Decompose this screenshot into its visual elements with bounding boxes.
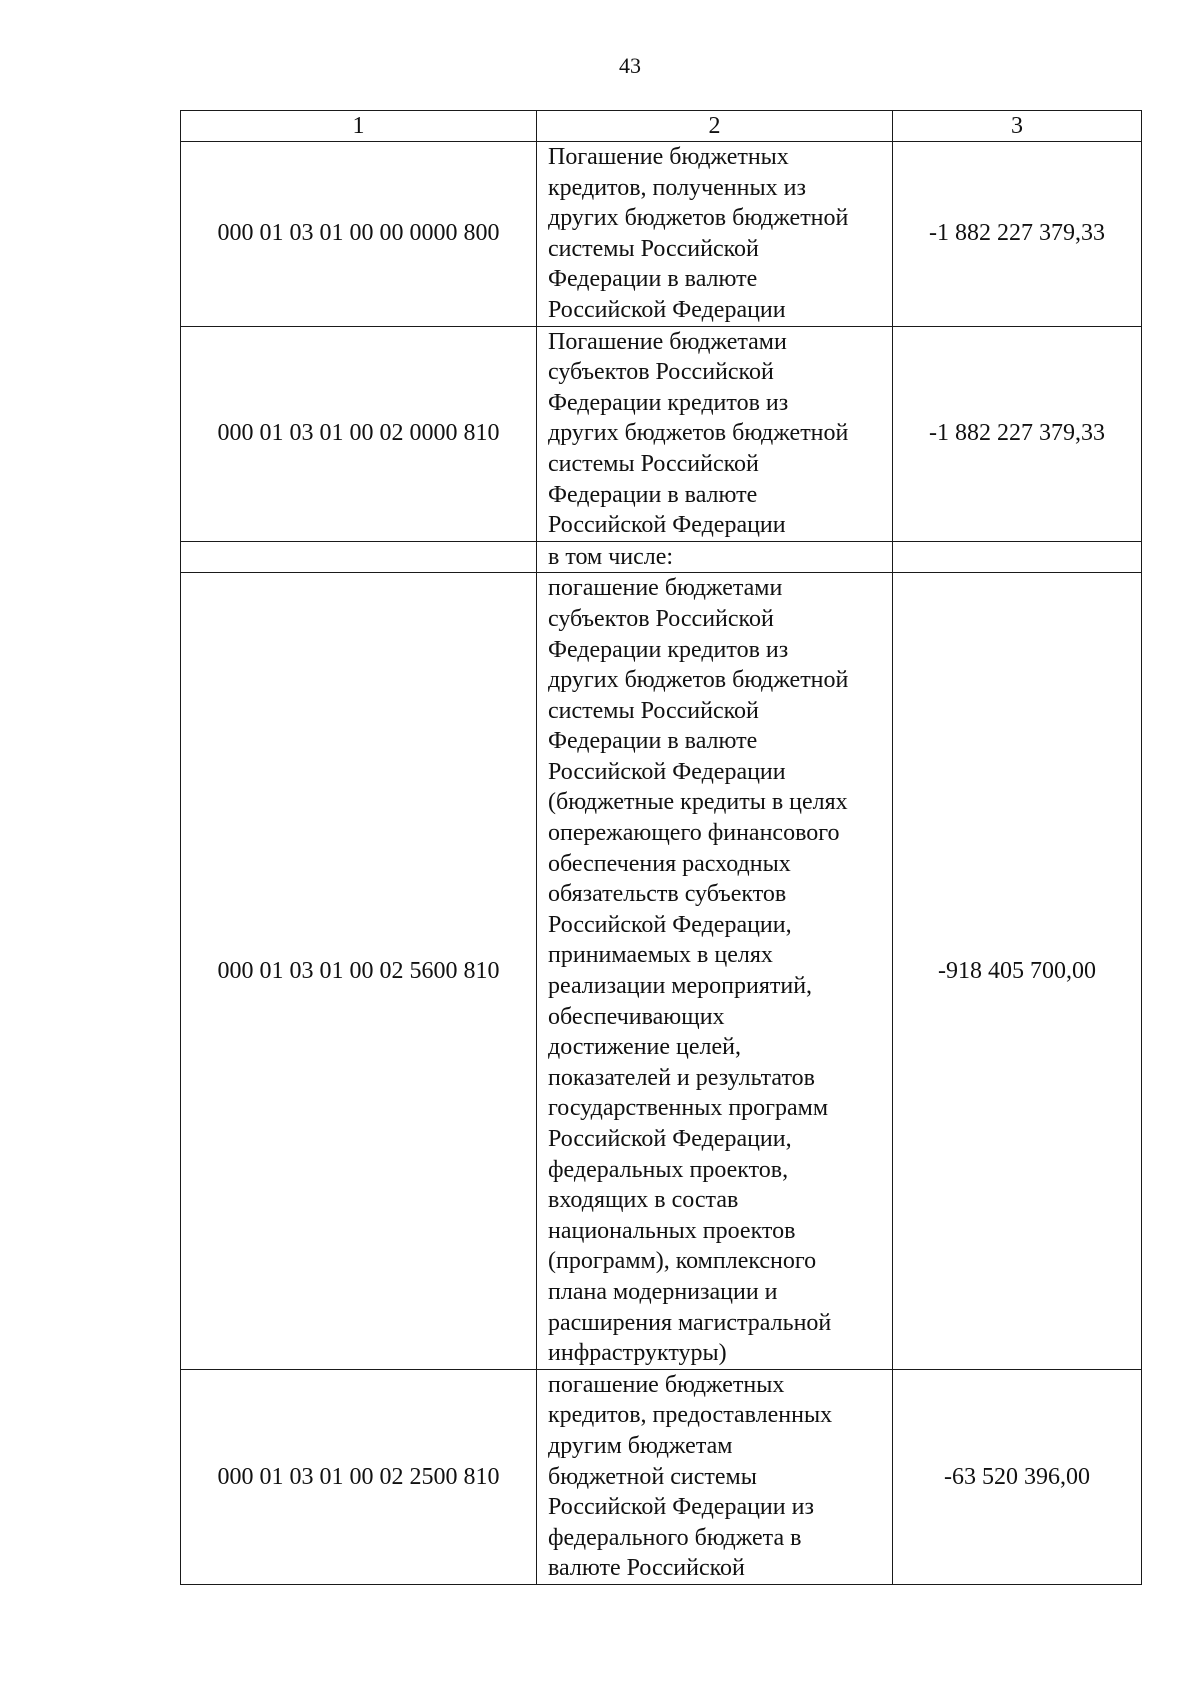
page-number: 43 — [619, 53, 641, 78]
row-code: 000 01 03 01 00 02 0000 810 — [181, 326, 537, 541]
budget-table — [180, 110, 1142, 1585]
table-row — [181, 573, 1142, 1369]
table-row — [181, 1369, 1142, 1584]
table-row — [181, 326, 1142, 541]
column-header-name: 2 — [537, 111, 893, 142]
row-amount — [893, 541, 1142, 573]
row-amount: -1 882 227 379,33 — [893, 142, 1142, 327]
row-amount: -1 882 227 379,33 — [893, 326, 1142, 541]
table-row — [181, 541, 1142, 573]
row-name: погашение бюджетами субъектов Российской Федерации кредитов из других бюджетов бюджетной системы Российской Федерации в валюте Российской Федерации (бюджетные кредиты в целях опережающего финансового обеспечения расходных обязательств субъектов Российской Федерации, принимаемых в целях реализации мероприятий, обеспечивающих достижение целей, показателей и результатов государственных программ Российской Федерации, федеральных проектов, входящих в состав национальных проектов (программ), комплексного плана модернизации и расширения магистральной инфраструктуры) — [537, 573, 893, 1369]
row-name: погашение бюджетных кредитов, предоставленных другим бюджетам бюджетной системы Российской Федерации из федерального бюджета в валюте Российской — [537, 1369, 893, 1584]
row-name: Погашение бюджетами субъектов Российской Федерации кредитов из других бюджетов бюджетной системы Российской Федерации в валюте Российской Федерации — [537, 326, 893, 541]
row-code: 000 01 03 01 00 02 2500 810 — [181, 1369, 537, 1584]
column-header-amount: 3 — [893, 111, 1142, 142]
column-header-code: 1 — [181, 111, 537, 142]
table-header-row — [181, 111, 1142, 142]
row-code: 000 01 03 01 00 00 0000 800 — [181, 142, 537, 327]
row-amount: -63 520 396,00 — [893, 1369, 1142, 1584]
row-amount: -918 405 700,00 — [893, 573, 1142, 1369]
row-name: Погашение бюджетных кредитов, полученных из других бюджетов бюджетной системы Российской Федерации в валюте Российской Федерации — [537, 142, 893, 327]
row-code: 000 01 03 01 00 02 5600 810 — [181, 573, 537, 1369]
row-name: в том числе: — [537, 541, 893, 573]
table-row — [181, 142, 1142, 327]
row-code — [181, 541, 537, 573]
